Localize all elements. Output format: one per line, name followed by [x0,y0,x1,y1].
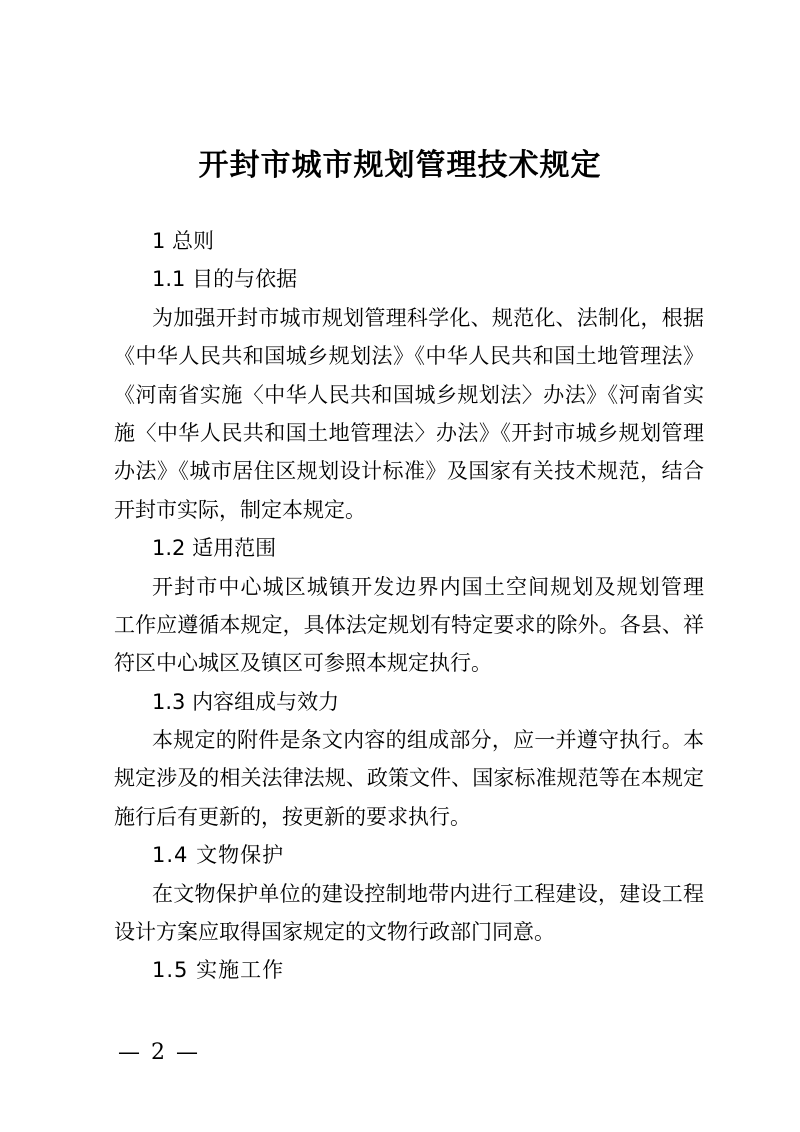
paragraph-line: 本规定的附件是条文内容的组成部分，应一并遵守执行。本 [152,728,704,753]
paragraph-line: 施行后有更新的，按更新的要求执行。 [114,804,471,829]
paragraph-line: 规定涉及的相关法律法规、政策文件、国家标准规范等在本规定 [114,766,704,791]
paragraph-line: 设计方案应取得国家规定的文物行政部门同意。 [114,920,555,945]
document-body [114,222,704,990]
heading-1-2-scope: 1.2 适用范围 [152,536,277,561]
paragraph-line: 在文物保护单位的建设控制地带内进行工程建设，建设工程 [152,881,704,906]
heading-1-5-implementation: 1.5 实施工作 [152,958,285,983]
paragraph-line: 开封市中心城区城镇开发边界内国土空间规划及规划管理 [152,574,704,599]
heading-1-1-purpose: 1.1 目的与依据 [152,267,298,292]
paragraph-line: 《河南省实施〈中华人民共和国城乡规划法〉办法》《河南省实 [114,382,704,407]
paragraph-line: 施〈中华人民共和国土地管理法〉办法》《开封市城乡规划管理 [114,420,704,445]
paragraph-line: 工作应遵循本规定，具体法定规划有特定要求的除外。各县、祥 [114,612,704,637]
paragraph-line: 《中华人民共和国城乡规划法》《中华人民共和国土地管理法》 [114,344,704,369]
document-title: 开封市城市规划管理技术规定 [198,148,602,183]
heading-1-4-heritage: 1.4 文物保护 [152,843,285,868]
paragraph-line: 开封市实际，制定本规定。 [114,497,366,522]
page-number: — 2 — [118,1040,200,1065]
paragraph-line: 为加强开封市城市规划管理科学化、规范化、法制化，根据 [152,305,704,330]
heading-1-3-content: 1.3 内容组成与效力 [152,689,340,714]
heading-1-general: 1 总则 [152,229,215,253]
paragraph-line: 办法》《城市居住区规划设计标准》及国家有关技术规范，结合 [114,459,704,484]
paragraph-line: 符区中心城区及镇区可参照本规定执行。 [114,651,492,676]
